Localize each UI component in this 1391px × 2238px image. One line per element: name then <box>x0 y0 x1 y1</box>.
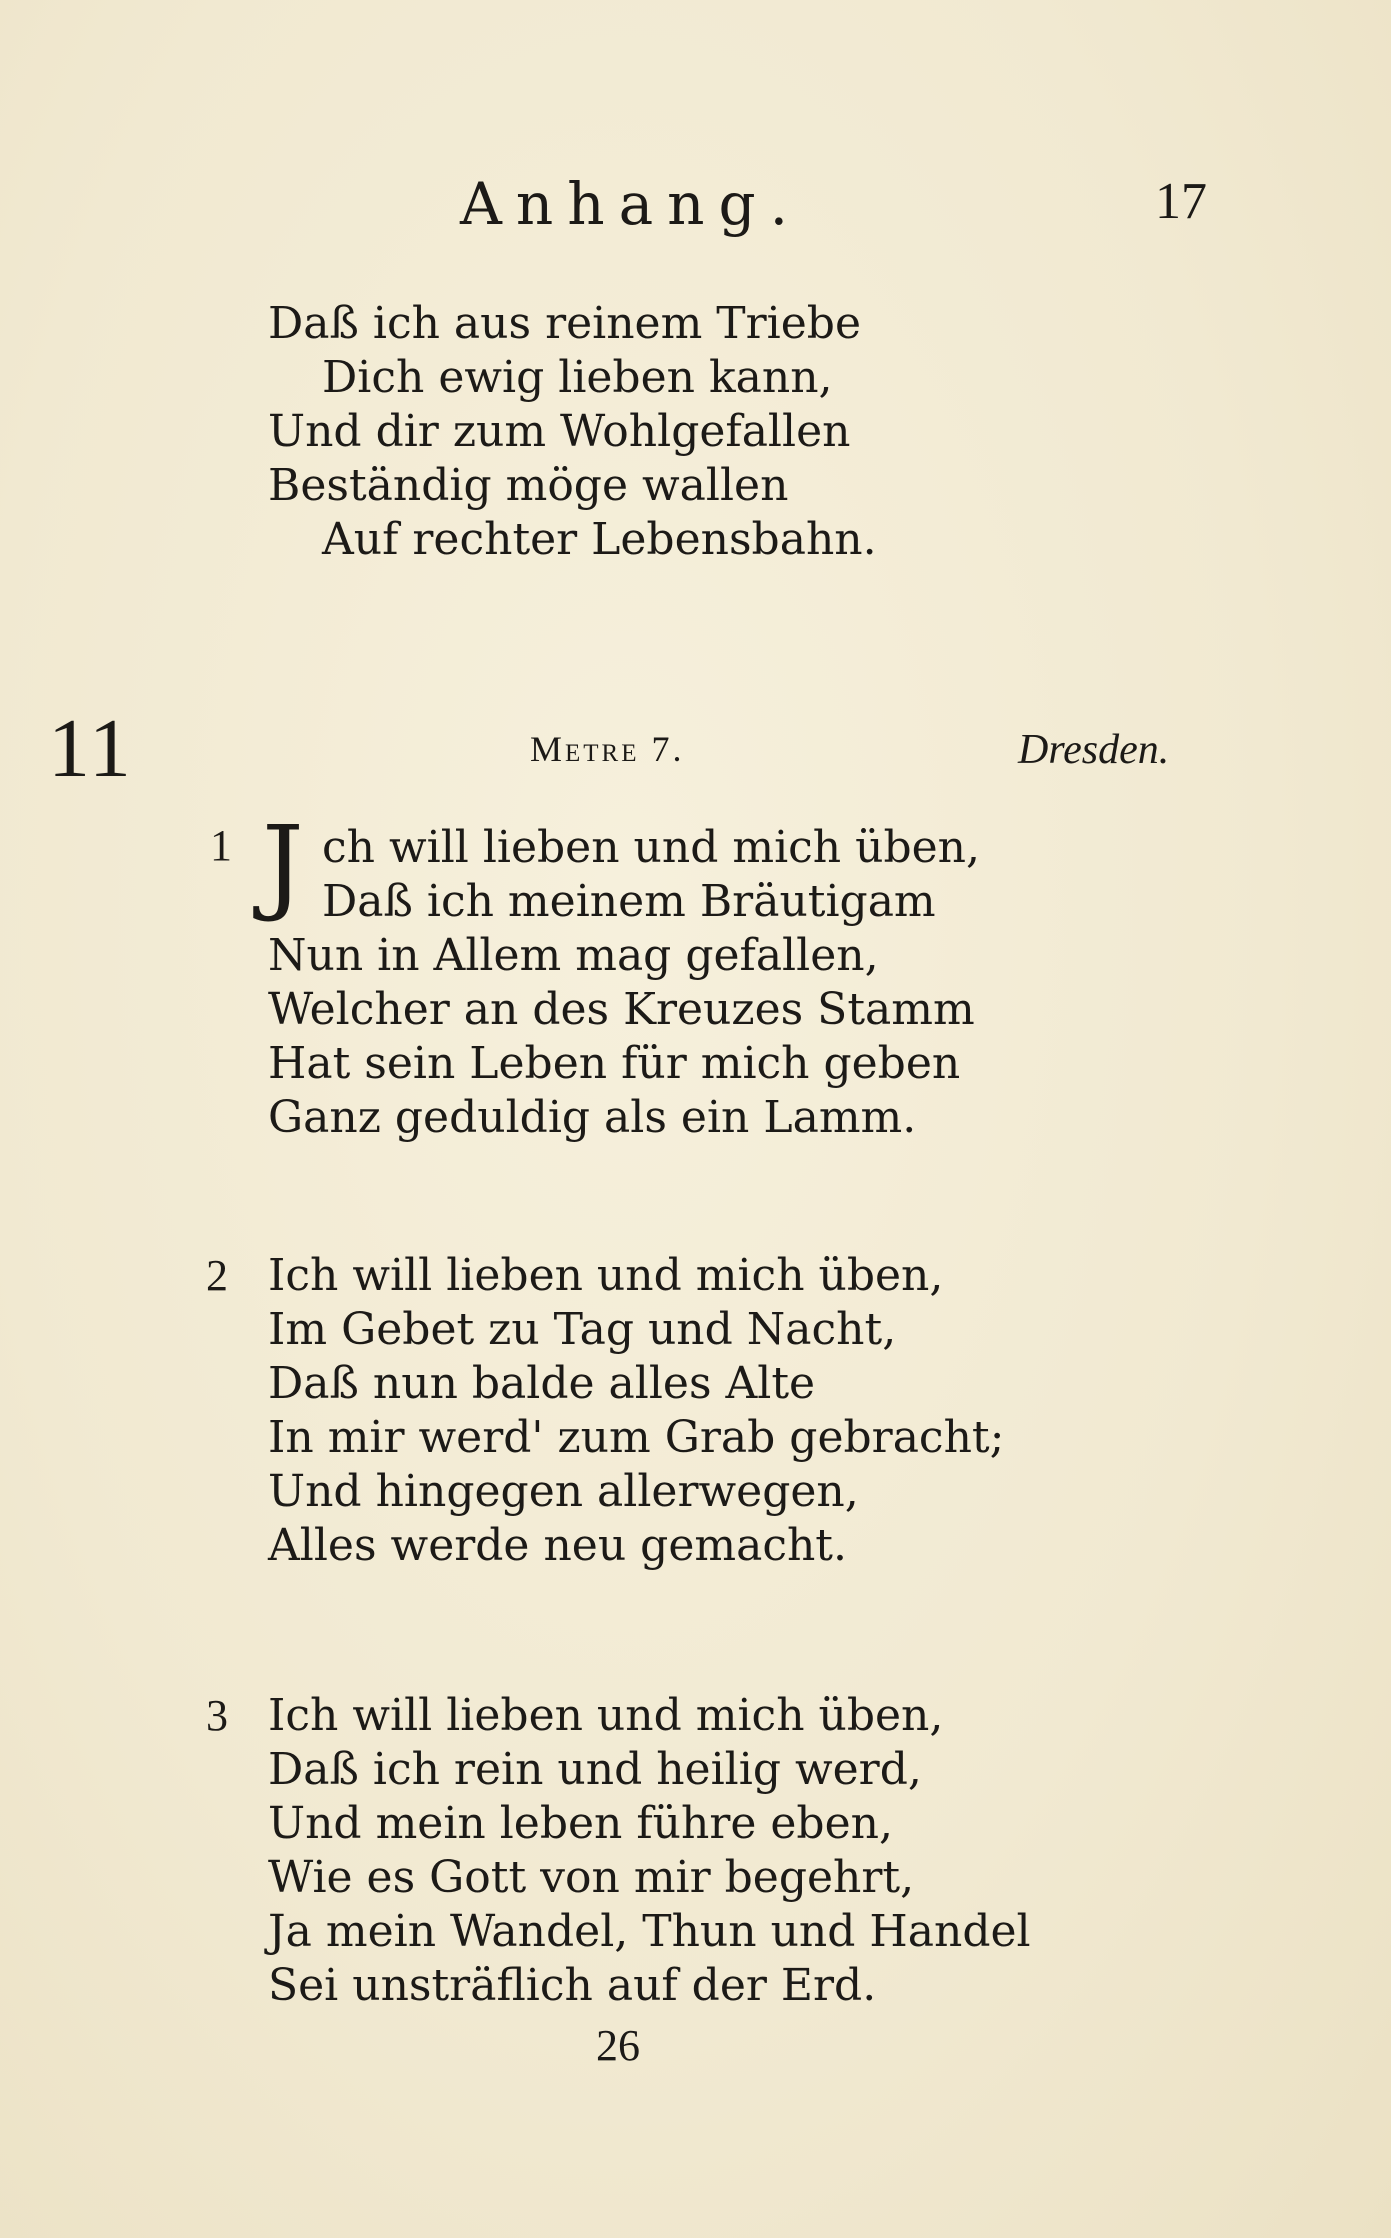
verse-line: ch will lieben und mich üben, <box>322 822 981 873</box>
prev-hymn-line: Dich ewig lieben kann, <box>322 352 833 403</box>
verse-line: Welcher an des Kreuzes Stamm <box>268 984 975 1035</box>
prev-hymn-line: Und dir zum Wohlgefallen <box>268 406 851 457</box>
verse-line: Nun in Allem mag gefallen, <box>268 930 879 981</box>
prev-hymn-line: Daß ich aus reinem Triebe <box>268 298 861 349</box>
printer-signature: 26 <box>596 2021 640 2070</box>
verse-line: Ich will lieben und mich üben, <box>268 1250 944 1301</box>
verse-line: Ich will lieben und mich üben, <box>268 1690 944 1741</box>
verse-line: Sei unsträflich auf der Erd. <box>268 1960 877 2011</box>
drop-cap: J <box>262 803 304 925</box>
prev-hymn-line: Beständig möge wallen <box>268 460 789 511</box>
verse-line: Wie es Gott von mir begehrt, <box>268 1852 915 1903</box>
verse-line: Alles werde neu gemacht. <box>268 1520 847 1571</box>
prev-hymn-line: Auf rechter Lebensbahn. <box>322 514 877 565</box>
hymn-number: 11 <box>48 702 133 795</box>
verse-line: Hat sein Leben für mich geben <box>268 1038 961 1089</box>
verse-line: In mir werd' zum Grab gebracht; <box>268 1412 1005 1463</box>
verse-line: Im Gebet zu Tag und Nacht, <box>268 1304 897 1355</box>
verse-number: 1 <box>210 821 232 870</box>
verse-line: Und hingegen allerwegen, <box>268 1466 859 1517</box>
verse-number: 2 <box>206 1251 228 1300</box>
verse-line: Ja mein Wandel, Thun und Handel <box>268 1906 1031 1957</box>
verse-number: 3 <box>206 1691 228 1740</box>
running-head: Anhang. <box>460 170 803 238</box>
metre-label: Metre 7. <box>530 729 685 769</box>
verse-line: Und mein leben führe eben, <box>268 1798 893 1849</box>
tune-name: Dresden. <box>1018 727 1170 773</box>
verse-line: Daß nun balde alles Alte <box>268 1358 816 1409</box>
verse-line: Daß ich rein und heilig werd, <box>268 1744 922 1795</box>
verse-line: Ganz geduldig als ein Lamm. <box>268 1092 917 1143</box>
page-number: 17 <box>1155 173 1207 230</box>
verse-line: Daß ich meinem Bräutigam <box>322 876 936 927</box>
